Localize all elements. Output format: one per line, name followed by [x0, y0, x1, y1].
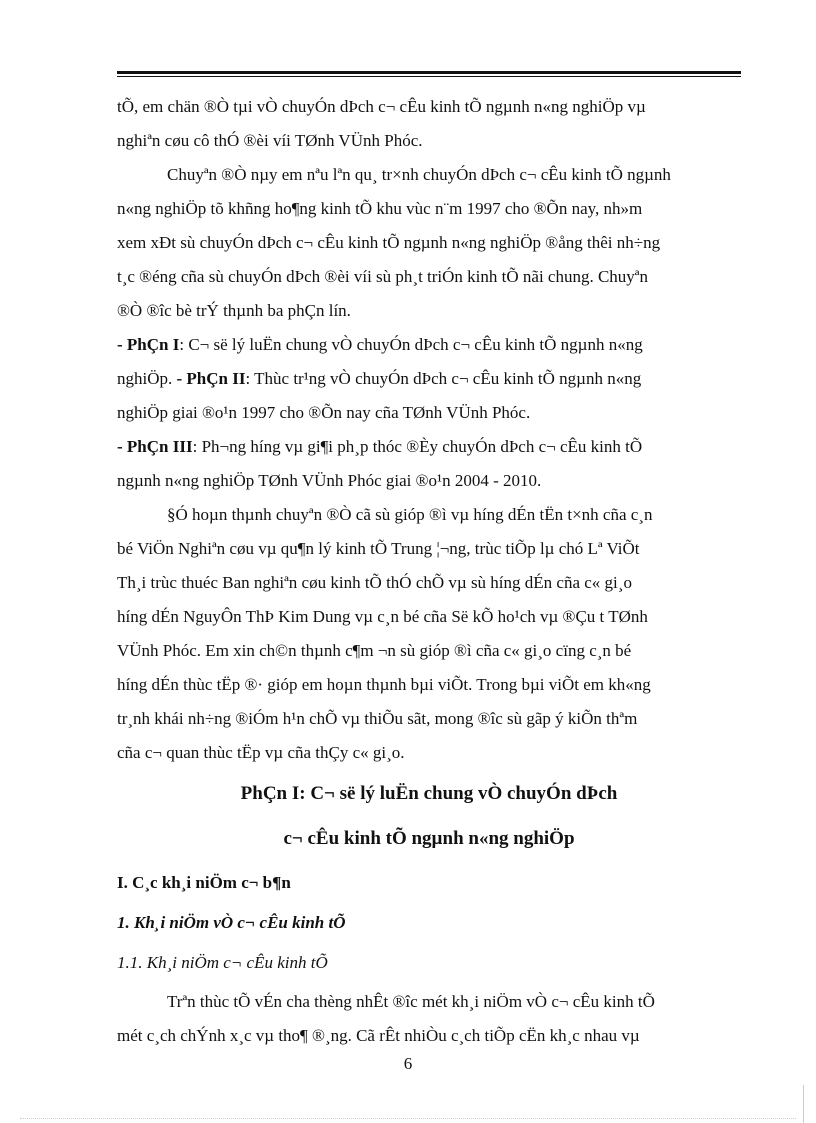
paragraph-line: t¸c ®éng cña sù chuyÓn dÞch ®èi víi sù ph¸t triÓn kinh tÕ nãi chung. Chuyªn [117, 267, 649, 286]
part-line [117, 362, 741, 396]
page-edge [803, 1085, 804, 1123]
ack-line: bé ViÖn Nghiªn cøu vµ qu¶n lý kinh tÕ Trung ¦¬ng, trùc tiÕp lµ chó Lª ViÕt [117, 539, 640, 558]
page-number: 6 [403, 1054, 413, 1073]
page-boundary [20, 1118, 796, 1119]
body-text-end [117, 985, 741, 1053]
ack-line: §Ó hoµn thµnh chuyªn ®Ò cã sù gióp ®ì vµ híng dÉn tËn t×nh cña c¸n [167, 505, 653, 524]
paragraph-line: mét c¸ch chÝnh x¸c vµ tho¶ ®¸ng. Cã rÊt nhiÒu c¸ch tiÕp cËn kh¸c nhau vµ [117, 1026, 640, 1045]
part-label: - PhÇn I [117, 335, 180, 354]
ack-line: híng dÉn thùc tËp ®· gióp em hoµn thµnh bµi viÕt. Trong bµi viÕt em kh«ng [117, 675, 651, 694]
part-label: - PhÇn II [176, 369, 246, 388]
paragraph-line: n«ng nghiÖp tõ khñng ho¶ng kinh tÕ khu vùc n¨m 1997 cho ®Õn nay, nh»m [117, 199, 643, 218]
part-text: : Thùc tr¹ng vÒ chuyÓn dÞch c¬ cÊu kinh tÕ ngµnh n«ng [245, 369, 642, 388]
chapter-title: PhÇn I: C¬ së lý luËn chung vÒ chuyÓn dÞch [240, 783, 618, 804]
part-text: : Ph¬ng híng vµ gi¶i ph¸p thóc ®Èy chuyÓn dÞch c¬ cÊu kinh tÕ [192, 437, 643, 456]
part-line [117, 328, 741, 362]
paragraph-line: xem xÐt sù chuyÓn dÞch c¬ cÊu kinh tÕ ngµnh n«ng nghiÖp ®ång thêi nh÷ng [117, 233, 661, 252]
ack-line: VÜnh Phóc. Em xin ch©n thµnh c¶m ¬n sù gióp ®ì cña c« gi¸o cïng c¸n bé [117, 641, 632, 660]
section-heading: I. C¸c kh¸i niÖm c¬ b¶n [117, 873, 291, 892]
part-text: : C¬ së lý luËn chung vÒ chuyÓn dÞch c¬ cÊu kinh tÕ ngµnh n«ng [179, 335, 643, 354]
ack-line: híng dÉn NguyÔn ThÞ Kim Dung vµ c¸n bé cña Së kÕ ho¹ch vµ ®Çu t TØnh [117, 607, 648, 626]
paragraph-line: nghiªn cøu cô thÓ ®èi víi TØnh VÜnh Phóc. [117, 131, 423, 150]
ack-line: tr¸nh khái nh÷ng ®iÓm h¹n chÕ vµ thiÕu sãt, mong ®îc sù gãp ý kiÕn thªm [117, 709, 638, 728]
part-line: ngµnh n«ng nghiÖp TØnh VÜnh Phóc giai ®o¹n 2004 - 2010. [117, 471, 542, 490]
header-rule-thin [117, 76, 741, 77]
subsubsection-heading: 1.1. Kh¸i niÖm c¬ cÊu kinh tÕ [117, 953, 328, 972]
header-rule-thick [117, 71, 741, 74]
part-line: nghiÖp giai ®o¹n 1997 cho ®Õn nay cña TØnh VÜnh Phóc. [117, 403, 531, 422]
part-label: - PhÇn III [117, 437, 193, 456]
ack-line: cña c¬ quan thùc tËp vµ cña thÇy c« gi¸o. [117, 743, 405, 762]
chapter-title-cont: c¬ cÊu kinh tÕ ngµnh n«ng nghiÖp [283, 828, 575, 849]
subsection-heading: 1. Kh¸i niÖm vÒ c¬ cÊu kinh tÕ [117, 913, 346, 932]
paragraph-line: tÕ, em chän ®Ò tµi vÒ chuyÓn dÞch c¬ cÊu kinh tÕ ngµnh n«ng nghiÖp vµ [117, 97, 646, 116]
part-line [117, 430, 741, 464]
paragraph-line: Trªn thùc tÕ vÉn cha thèng nhÊt ®îc mét kh¸i niÖm vÒ c¬ cÊu kinh tÕ [167, 992, 655, 1011]
paragraph-line: Chuyªn ®Ò nµy em nªu lªn qu¸ tr×nh chuyÓn dÞch c¬ cÊu kinh tÕ ngµnh [167, 165, 671, 184]
part-text: nghiÖp. [117, 369, 173, 388]
ack-line: Th¸i trùc thuéc Ban nghiªn cøu kinh tÕ thÓ chÕ vµ sù híng dÉn cña c« gi¸o [117, 573, 632, 592]
body-text [117, 90, 741, 770]
paragraph-line: ®Ò ®îc bè trÝ thµnh ba phÇn lín. [117, 301, 351, 320]
